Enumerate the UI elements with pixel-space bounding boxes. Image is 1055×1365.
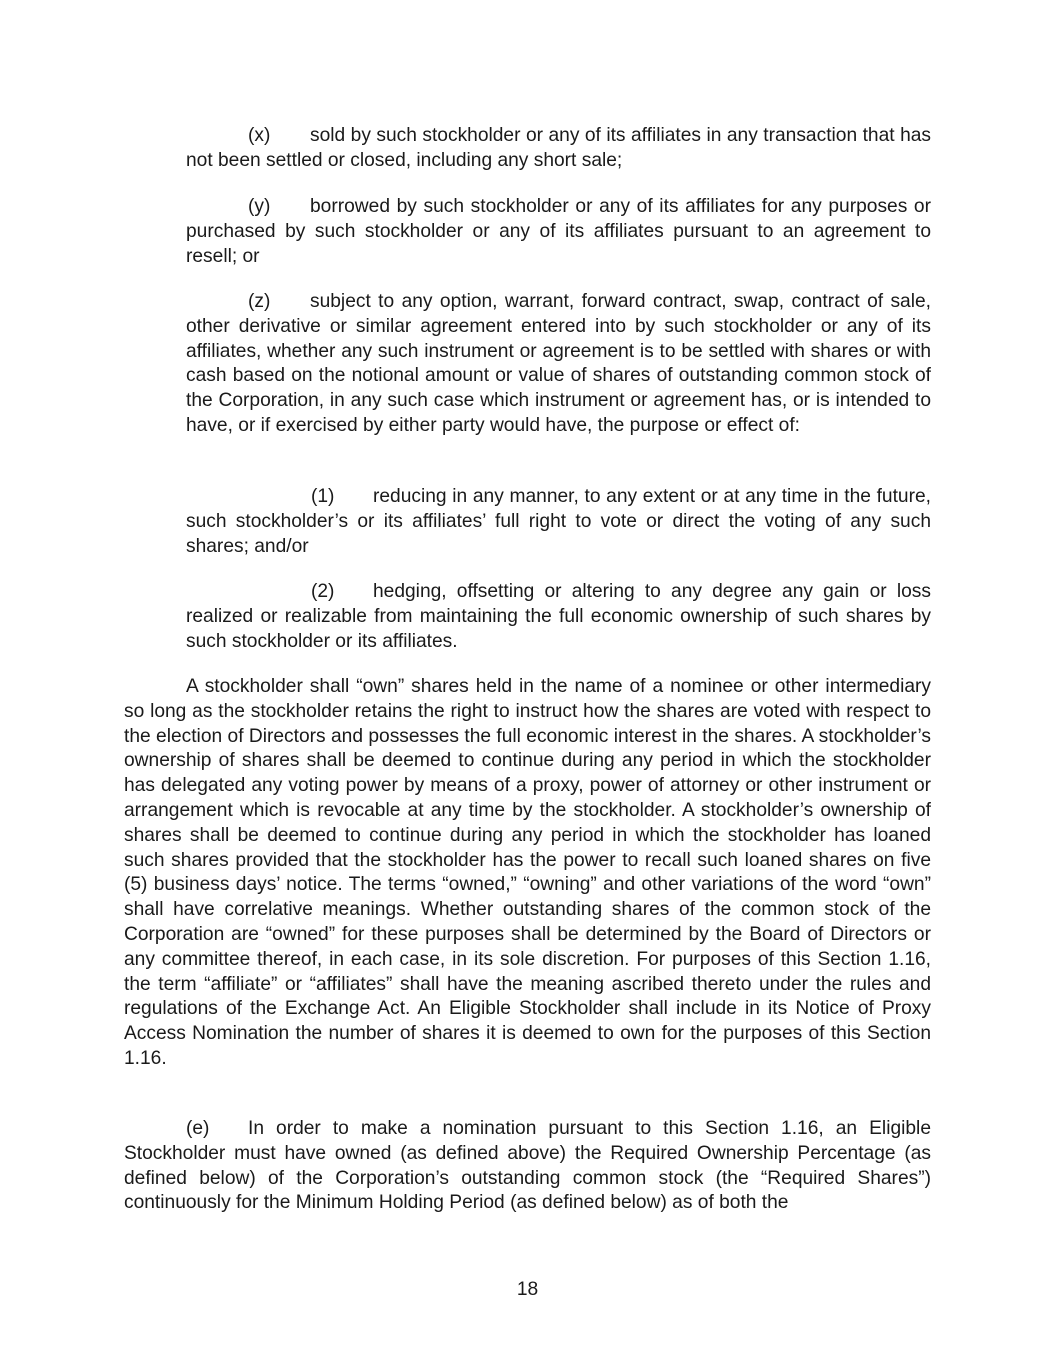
ownership-definition-text: A stockholder shall “own” shares held in the name of a nominee or other intermediary so long as the stockholder retains the right to instruct how the shares are voted with respect to the election of Directors and possesses the full economic interest in the shares. A stockholder’s ownership of shares shall be deemed to continue during any period in which the stockholder has delegated any voting power by means of a proxy, power of attorney or other instrument or arrangement which is revocable at any time by the stockholder. A stockholder’s ownership of shares shall be deemed to continue during any period in which the stockholder has loaned such shares provided that the stockholder has the power to recall such loaned shares on five (5) business days’ notice. The terms “owned,” “owning” and other variations of the word “own” shall have correlative meanings. Whether outstanding shares of the common stock of the Corporation are “owned” for these purposes shall be determined by the Board of Directors or any committee thereof, in each case, in its sole discretion. For purposes of this Section 1.16, the term “affiliate” or “affiliates” shall have the meaning ascribed thereto under the rules and regulations of the Exchange Act. An Eligible Stockholder shall include in its Notice of Proxy Access Nomination the number of shares it is deemed to own for the purposes of this Section 1.16. — [124, 676, 931, 1069]
clause-y — [186, 195, 931, 269]
clause-z-text: subject to any option, warrant, forward contract, swap, contract of sale, other derivative or similar agreement entered into by such stockholder or any of its affiliates, whether any such instrument or agreement is to be settled with shares or with cash based on the notional amount or value of shares of outstanding common stock of the Corporation, in any such case which instrument or agreement has, or is intended to have, or if exercised by either party would have, the purpose or effect of: — [186, 291, 931, 436]
clause-x-text: sold by such stockholder or any of its affiliates in any transaction that has not been settled or closed, including any short sale; — [186, 125, 931, 171]
subclause-1-marker: (1) — [311, 486, 335, 507]
clause-x-marker: (x) — [248, 125, 271, 146]
subclause-1 — [186, 485, 931, 559]
page-number: 18 — [516, 1279, 539, 1300]
section-e-text: In order to make a nomination pursuant to this Section 1.16, an Eligible Stockholder must have owned (as defined above) the Required Ownership Percentage (as defined below) of the Corporation’s outstanding common stock (the “Required Shares”) continuously for the Minimum Holding Period (as defined below) as of both the — [124, 1118, 931, 1214]
clause-y-marker: (y) — [248, 196, 271, 217]
subclause-2-text: hedging, offsetting or altering to any degree any gain or loss realized or realizable from maintaining the full economic ownership of such shares by such stockholder or its affiliates. — [186, 581, 931, 652]
clause-x — [186, 124, 931, 174]
subclause-1-text: reducing in any manner, to any extent or at any time in the future, such stockholder’s or its affiliates’ full right to vote or direct the voting of any such shares; and/or — [186, 486, 931, 557]
clause-y-text: borrowed by such stockholder or any of its affiliates for any purposes or purchased by such stockholder or any of its affiliates pursuant to an agreement to resell; or — [186, 196, 931, 267]
clause-z-marker: (z) — [248, 291, 271, 312]
subclause-2-marker: (2) — [311, 581, 335, 602]
subclause-2 — [186, 580, 931, 654]
ownership-definition-paragraph — [124, 675, 931, 1072]
section-e-marker: (e) — [186, 1118, 210, 1139]
clause-z — [186, 290, 931, 439]
section-e — [124, 1117, 931, 1216]
